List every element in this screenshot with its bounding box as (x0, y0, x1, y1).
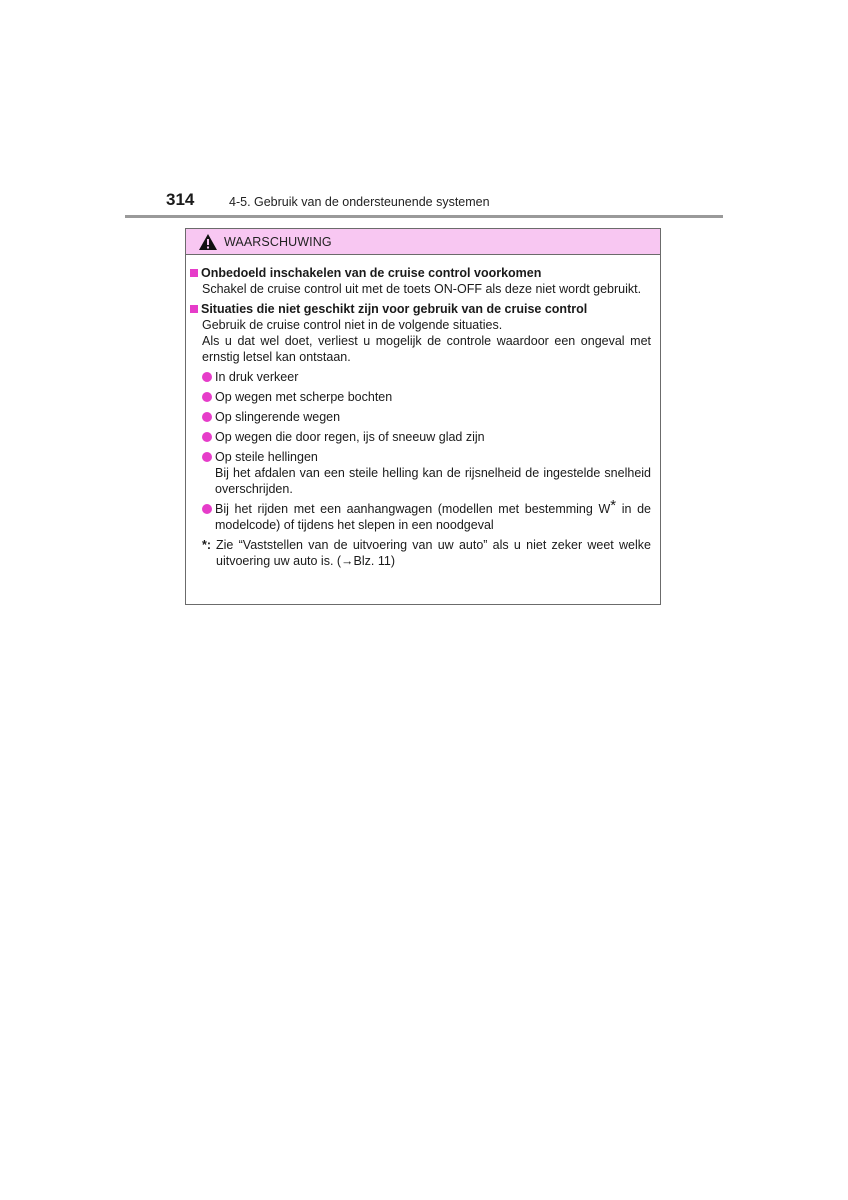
list-item-text: Op wegen die door regen, ijs of sneeuw glad zijn (215, 430, 485, 444)
footnote (202, 537, 651, 569)
list-item-text: Op wegen met scherpe bochten (215, 390, 393, 404)
list-item-body (215, 449, 651, 497)
list-item (202, 389, 651, 405)
list-item (202, 409, 651, 425)
section-heading (190, 301, 651, 317)
section-text: Als u dat wel doet, verliest u mogelijk de controle waardoor een ongeval met ernstig letsel kan ontstaan. (202, 334, 651, 364)
list-item (202, 497, 651, 533)
section-text: Gebruik de cruise control niet in de volgende situaties. (202, 318, 503, 332)
heading-text: Situaties die niet geschikt zijn voor gebruik van de cruise control (201, 302, 588, 316)
footnote-mark: *: (202, 538, 212, 552)
list-item-text: In druk verkeer (215, 370, 299, 384)
warning-label: WAARSCHUWING (224, 234, 332, 249)
list-item-detail: Bij het afdalen van een steile helling kan de rijsnelheid de ingestelde snelheid overschrijden. (215, 466, 651, 496)
footnote-star: * (610, 497, 617, 514)
warning-header (186, 229, 660, 255)
circle-bullet-icon (202, 412, 212, 422)
list-item-body (215, 497, 651, 533)
section-title: 4-5. Gebruik van de ondersteunende systemen (229, 195, 490, 209)
square-bullet-icon (190, 269, 198, 277)
header-rule (125, 215, 723, 218)
list-item-text: Bij het rijden met een aanhangwagen (modellen met bestemming W (215, 502, 611, 516)
situation-list (202, 369, 651, 533)
circle-bullet-icon (202, 372, 212, 382)
list-item (202, 369, 651, 385)
footnote-text: Zie “Vaststellen van de uitvoering van uw auto” als u niet zeker weet welke uitvoering uw auto is. (→Blz. 11) (216, 538, 651, 568)
warning-box (185, 228, 661, 605)
warning-content (186, 255, 660, 569)
list-item-text: in de modelcode) of tijdens het slepen in een noodgeval (215, 502, 651, 532)
circle-bullet-icon (202, 432, 212, 442)
list-item-text: Op slingerende wegen (215, 410, 341, 424)
warning-triangle-icon (198, 233, 218, 251)
section-heading (190, 265, 651, 281)
section-text: Schakel de cruise control uit met de toets ON-OFF als deze niet wordt gebruikt. (202, 282, 642, 296)
circle-bullet-icon (202, 392, 212, 402)
list-item-text: Op steile hellingen (215, 450, 318, 464)
list-item (202, 449, 651, 497)
circle-bullet-icon (202, 504, 212, 514)
list-item (202, 429, 651, 445)
square-bullet-icon (190, 305, 198, 313)
circle-bullet-icon (202, 452, 212, 462)
page-number: 314 (166, 190, 195, 209)
heading-text: Onbedoeld inschakelen van de cruise control voorkomen (201, 266, 542, 280)
